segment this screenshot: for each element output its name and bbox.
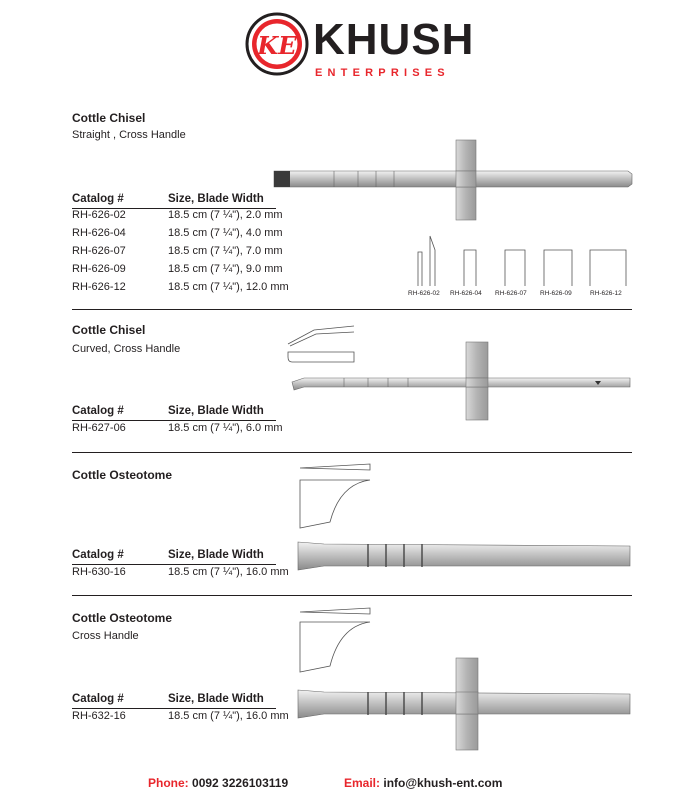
catalog-header: Catalog #	[72, 405, 124, 417]
section-divider	[72, 452, 632, 453]
brand-mark-text: KE	[257, 31, 297, 60]
catalog-number: RH-626-07	[72, 245, 126, 257]
tip-626-02	[418, 252, 422, 286]
catalog-number: RH-626-09	[72, 263, 126, 275]
section-2-title: Cottle Chisel	[72, 323, 146, 337]
osteotome-cross-handle-illustration	[294, 606, 636, 752]
size-value: 18.5 cm (7 ¼"), 2.0 mm	[168, 209, 283, 221]
size-value: 18.5 cm (7 ¼"), 9.0 mm	[168, 263, 283, 275]
section-4-title: Cottle Osteotome	[72, 611, 173, 625]
section-1-title: Cottle Chisel	[72, 111, 146, 125]
tip-label: RH-626-12	[590, 290, 622, 297]
section-2-subtitle: Curved, Cross Handle	[72, 343, 181, 355]
tip-label: RH-626-04	[450, 290, 482, 297]
phone-label: Phone:	[148, 776, 189, 790]
tip-626-12	[590, 250, 626, 286]
phone-number[interactable]: 0092 3226103119	[192, 776, 289, 790]
catalog-number: RH-630-16	[72, 566, 126, 578]
catalog-number: RH-626-12	[72, 281, 126, 293]
tip-626-07	[505, 250, 525, 286]
section-4-table-header	[72, 693, 276, 709]
section-4-subtitle: Cross Handle	[72, 630, 139, 642]
tip-label: RH-626-09	[540, 290, 572, 297]
footer-email	[344, 776, 502, 790]
catalog-number: RH-626-02	[72, 209, 126, 221]
tip-626-02-side	[430, 236, 435, 286]
catalog-number: RH-627-06	[72, 422, 126, 434]
brand-mark-icon	[245, 12, 309, 76]
size-header: Size, Blade Width	[168, 193, 264, 205]
tip-626-04	[464, 250, 476, 286]
brand-name: KHUSH	[313, 15, 475, 64]
section-3-table-header	[72, 549, 276, 565]
section-divider	[72, 595, 632, 596]
catalog-number: RH-632-16	[72, 710, 126, 722]
size-header: Size, Blade Width	[168, 549, 264, 561]
osteotome-illustration	[294, 462, 636, 574]
section-1-table-header	[72, 193, 276, 209]
tip-label: RH-626-07	[495, 290, 527, 297]
tip-626-09	[544, 250, 572, 286]
size-value: 18.5 cm (7 ¼"), 12.0 mm	[168, 281, 289, 293]
size-value: 18.5 cm (7 ¼"), 6.0 mm	[168, 422, 283, 434]
size-header: Size, Blade Width	[168, 405, 264, 417]
section-3-title: Cottle Osteotome	[72, 468, 173, 482]
section-1-subtitle: Straight , Cross Handle	[72, 129, 186, 141]
size-value: 18.5 cm (7 ¼"), 16.0 mm	[168, 566, 289, 578]
size-header: Size, Blade Width	[168, 693, 264, 705]
brand-logo	[245, 12, 475, 79]
curved-chisel-illustration	[284, 322, 634, 422]
catalog-header: Catalog #	[72, 193, 124, 205]
blade-tip-details	[410, 228, 640, 290]
straight-chisel-illustration	[270, 138, 640, 222]
size-value: 18.5 cm (7 ¼"), 7.0 mm	[168, 245, 283, 257]
section-2-table-header	[72, 405, 276, 421]
catalog-header: Catalog #	[72, 549, 124, 561]
section-divider	[72, 309, 632, 310]
brand-subtitle: ENTERPRISES	[315, 67, 450, 79]
catalog-number: RH-626-04	[72, 227, 126, 239]
email-address[interactable]: info@khush-ent.com	[383, 776, 503, 790]
size-value: 18.5 cm (7 ¼"), 4.0 mm	[168, 227, 283, 239]
footer-phone	[148, 776, 288, 790]
email-label: Email:	[344, 776, 381, 790]
catalog-header: Catalog #	[72, 693, 124, 705]
tip-label: RH-626-02	[408, 290, 440, 297]
size-value: 18.5 cm (7 ¼"), 16.0 mm	[168, 710, 289, 722]
